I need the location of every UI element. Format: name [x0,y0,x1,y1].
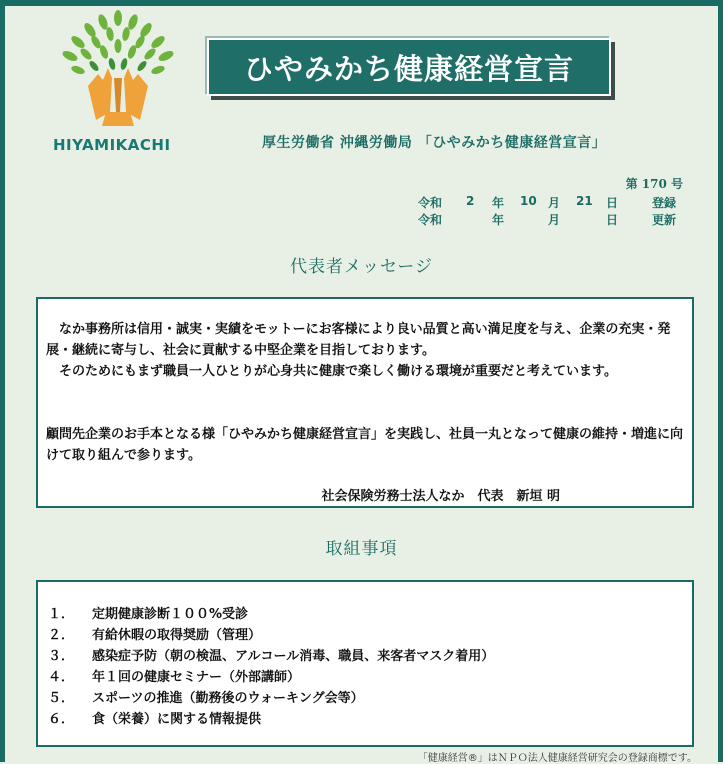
item-number: ３． [48,649,75,664]
month-value: 10 [520,194,537,208]
list-item [48,708,261,728]
item-text: 有給休暇の取得奨励（管理） [92,628,262,643]
month-unit: 月 [548,213,561,227]
message-heading: 代表者メッセージ [290,257,433,277]
page-title: ひやみかち健康経営宣言 [207,38,611,96]
list-item [48,645,494,665]
message-paragraph: そのためにもまず職員一人ひとりが心身共に健康で楽しく働ける環境が重要だと考えています。 [59,364,617,379]
item-text: 食（栄養）に関する情報提供 [92,712,262,727]
era: 令和 [418,213,443,227]
list-item [48,624,261,644]
signature: 社会保険労務士法人なか 代表 新垣 明 [321,489,560,504]
year-unit: 年 [492,196,505,210]
month-unit: 月 [548,196,561,210]
message-paragraph: なか事務所は信用・誠実・実績をモットーにお客様により良い品質と高い満足度を与え、企業の充実・発展・継続に寄与し、社会に貢献する中堅企業を目指しております。 [46,322,671,358]
hiyamikachi-logo [48,8,188,156]
activities-box [36,580,694,747]
item-text: スポーツの推進（勤務後のウォーキング会等） [92,691,364,706]
item-text: 感染症予防（朝の検温、アルコール消毒、職員、来客者マスク着用） [92,649,495,664]
tree-hands-logo-icon [48,8,188,136]
item-text: 定期健康診断１００%受診 [92,607,249,622]
day-unit: 日 [606,213,619,227]
item-number: ４． [48,670,75,685]
trademark-note: 「健康経営®」はＮＰＯ法人健康経営研究会の登録商標です。 [417,753,697,764]
message-box [36,297,694,508]
list-item [48,603,248,623]
registered-label: 登録 [652,196,677,210]
list-item [48,666,300,686]
day-value: 21 [576,194,593,208]
message-paragraph: 顧問先企業のお手本となる様「ひやみかち健康経営宣言」を実践し、社員一丸となって健康の維持・増進に向けて取り組んで参ります。 [46,427,684,463]
day-unit: 日 [606,196,619,210]
activities-heading: 取組事項 [325,539,398,559]
item-number: １． [48,607,75,622]
item-number: ２． [48,628,75,643]
item-text: 年１回の健康セミナー（外部講師） [92,670,301,685]
item-number: ５． [48,691,75,706]
updated-label: 更新 [652,213,677,227]
year-unit: 年 [492,213,505,227]
era: 令和 [418,196,443,210]
registration-number: 第 170 号 [625,177,683,191]
issuer-line: 厚生労働省 沖縄労働局 「ひやみかち健康経営宣言」 [262,135,607,151]
year-value: 2 [466,194,475,208]
logo-text: HIYAMIKACHI [53,136,171,154]
list-item [48,687,364,707]
item-number: ６． [48,712,75,727]
